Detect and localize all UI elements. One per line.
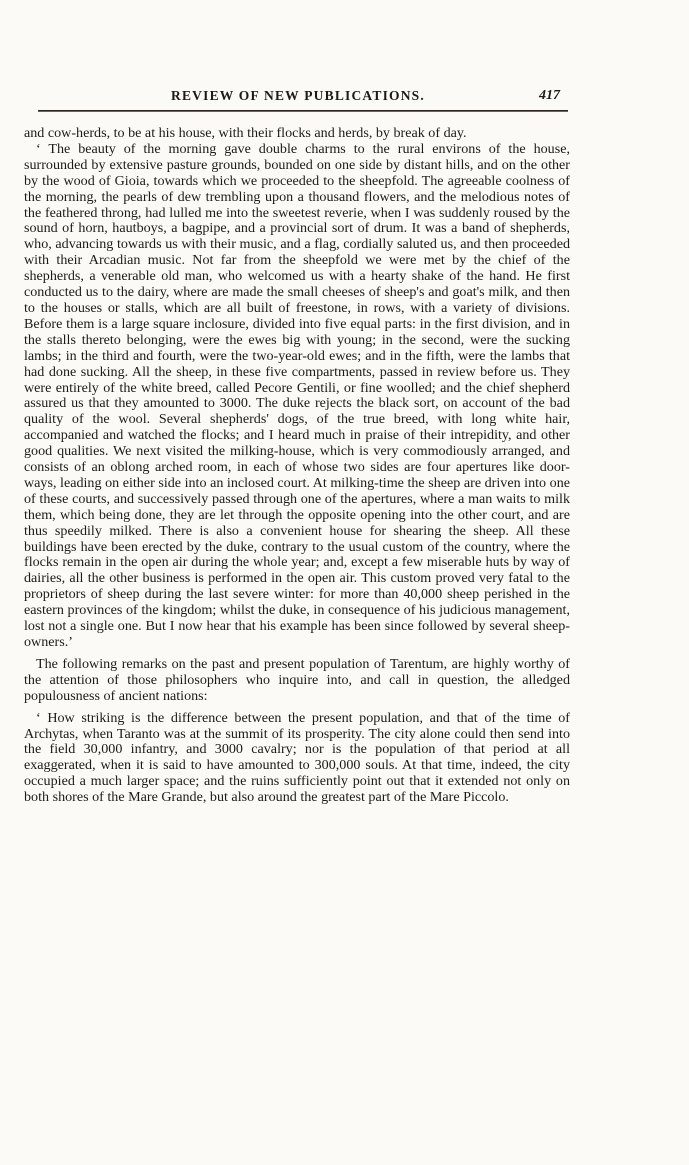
paragraph-continuation: and cow-herds, to be at his house, with their flocks and herds, by break of day. xyxy=(24,125,467,141)
paragraph-population-quote: ‘ How striking is the difference between the present population, and that of the time of Archytas, when Taranto was at the summit of its prosperity. The city alone could then send into the field 30,000 infantry, and 3000 cavalry; nor is the population of that period at all exaggerated, when it is said to have amounted to 300,000 souls. At that time, indeed, the city occupied a much larger space; and the ruins sufficiently point out that it extended not only on both shores of the Mare Grande, but also around the greatest part of the Mare Piccolo. xyxy=(24,709,570,806)
paragraph-population-intro: The following remarks on the past and present population of Tarentum, are highly worthy of the attention of those philosophers who inquire into, and call in question, the alledged populousness of ancient nations: xyxy=(24,655,570,704)
body-text xyxy=(24,126,570,806)
header-rule xyxy=(38,110,568,112)
paragraph-sheepfold-quote: ‘ The beauty of the morning gave double charms to the rural environs of the house, surrounded by extensive pasture grounds, bounded on one side by distant hills, and on the other by the wood of Gioia, towards which we proceeded to the sheepfold. The agreeable coolness of the morning, the pearls of dew trembling upon a thousand flowers, and the melodious notes of the feathered throng, had lulled me into the sweetest reverie, when I was suddenly roused by the sound of horn, hautboys, a bagpipe, and a provincial sort of drum. It was a band of shepherds, who, advancing towards us with their music, and a flag, cordially saluted us, and then proceeded with their Arcadian music. Not far from the sheepfold we were met by the chief of the shepherds, a venerable old man, who welcomed us with a hearty shake of the hand. He first conducted us to the dairy, where are made the small cheeses of sheep's and goat's milk, and then to the houses or stalls, which are all built of freestone, in rows, with a variety of divisions. Before them is a large square inclosure, divided into five equal parts: in the first division, and in the stalls thereto belonging, were the ewes big with young; in the second, were the sucking lambs; in the third and fourth, were the two-year-old ewes; and in the fifth, were the lambs that had done sucking. All the sheep, in these five compartments, passed in review before us. They were entirely of the white breed, called Pecore Gentili, or fine woolled; and the chief shepherd assured us that they amounted to 3000. The duke rejects the black sort, on account of the bad quality of the wool. Several shepherds' dogs, of the true breed, with long white hair, accompanied and watched the flocks; and I heard much in praise of their intrepidity, and other good qualities. We next visited the milking-house, which is very commodiously arranged, and consists of an oblong arched room, in each of whose two sides are four apertures like door-ways, leading on either side into an inclosed court. At milking-time the sheep are driven into one of these courts, and successively passed through one of the apertures, where a man waits to milk them, which being done, they are let through the opposite opening into the other court, and are thus speedily milked. There is also a convenient house for shearing the sheep. All these buildings have been erected by the duke, contrary to the usual custom of the country, where the flocks remain in the open air during the whole year; and, except a few miserable huts by way of dairies, all the other business is performed in the open air. This custom proved very fatal to the proprietors of sheep during the last severe winter: for more than 40,000 sheep perished in the eastern provinces of the kingdom; whilst the duke, in consequence of his judicious management, lost not a single one. But I now hear that his example has been since followed by several sheep-owners.’ xyxy=(24,140,570,650)
running-title: REVIEW OF NEW PUBLICATIONS. xyxy=(171,88,425,103)
page-number: 417 xyxy=(539,88,560,103)
